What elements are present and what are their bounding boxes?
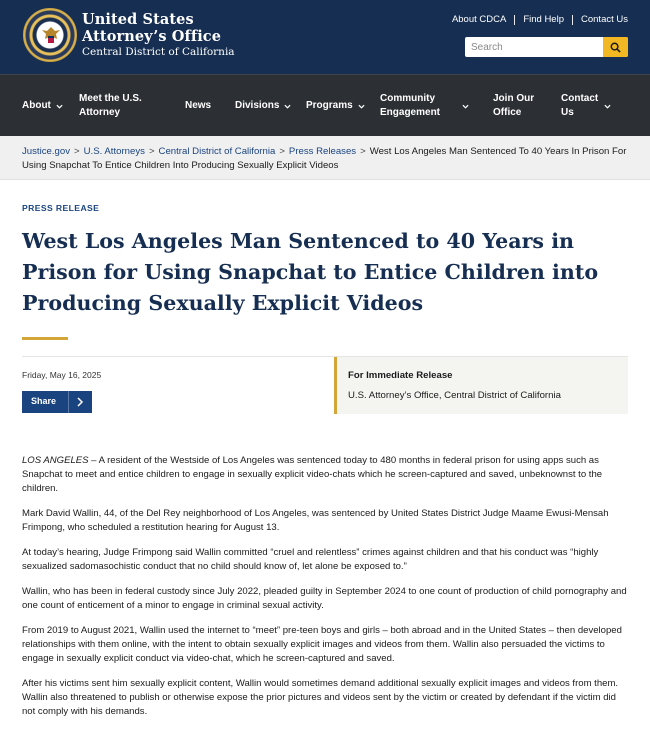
breadcrumb-separator: > xyxy=(360,146,366,157)
main-nav xyxy=(0,74,650,136)
chevron-down-icon xyxy=(358,103,365,110)
breadcrumb-item-central-district[interactable]: Central District of California xyxy=(158,146,276,157)
share-button-divider xyxy=(68,391,69,413)
link-divider xyxy=(514,15,515,25)
nav-item-meet-us-attorney[interactable] xyxy=(79,75,149,137)
share-button-label: Share xyxy=(31,396,57,406)
breadcrumb-separator: > xyxy=(279,146,285,157)
article-type-label: PRESS RELEASE xyxy=(22,203,100,213)
nav-item-community-engagement[interactable] xyxy=(380,75,475,137)
breadcrumb-separator: > xyxy=(148,146,155,157)
nav-item-label: Divisions xyxy=(235,100,280,111)
nav-item-programs[interactable] xyxy=(306,75,365,137)
chevron-right-icon xyxy=(75,396,85,408)
nav-item-contact-us[interactable] xyxy=(561,75,631,137)
brand-subtitle[interactable]: Central District of California xyxy=(82,46,235,58)
doj-seal-logo[interactable] xyxy=(23,8,77,62)
dateline: LOS ANGELES xyxy=(22,455,89,466)
breadcrumb-item-press-releases[interactable]: Press Releases xyxy=(288,146,357,157)
brand-title-line2[interactable]: Attorney’s Office xyxy=(82,28,222,45)
search-input[interactable] xyxy=(465,37,603,57)
page-title: West Los Angeles Man Sentenced to 40 Years in Prison for Using Snapchat to Entice Children into Producing Sexually Explicit Videos xyxy=(22,229,599,315)
paragraph xyxy=(22,454,630,496)
utility-links xyxy=(452,14,628,25)
title-accent-rule xyxy=(22,337,68,340)
paragraph: After his victims sent him sexually explicit content, Wallin would sometimes demand additional sexually explicit images and videos from them. Wallin also threatened to publish or otherwise expose the prior pictures and videos sent by the victim or created by defendant if the victim did not comply with his demands. xyxy=(22,678,619,717)
chevron-down-icon xyxy=(56,103,63,110)
paragraph: At today’s hearing, Judge Frimpong said Wallin committed “cruel and relentless” crimes against children and that his conduct was “highly sexualized sadomasochistic conduct that no child should know of, let alone be exposed to.” xyxy=(22,547,599,572)
search-icon xyxy=(610,42,621,53)
nav-item-label: Programs xyxy=(306,100,353,111)
breadcrumb-item-us-attorneys[interactable]: U.S. Attorneys xyxy=(83,146,145,157)
eagle-icon xyxy=(24,9,78,63)
chevron-down-icon xyxy=(604,103,611,110)
nav-item-label: Contact Us xyxy=(561,93,599,118)
nav-item-join-our-office[interactable] xyxy=(493,75,543,137)
chevron-down-icon xyxy=(462,103,469,110)
nav-item-label: About xyxy=(22,100,51,111)
paragraph: From 2019 to August 2021, Wallin used the internet to “meet” pre-teen boys and girls – both abroad and in the United States – then developed relationships with them online, with the intent to obtain sexually explicit images and videos from them. Wallin also persuaded the victims to engage in sexually explicit conduct via video-chat, which he screen-captured and saved. xyxy=(22,625,622,664)
paragraph: Wallin, who has been in federal custody since July 2022, pleaded guilty in September 2024 to one count of production of child pornography and one count of enticement of a minor to engage in criminal sexual activity. xyxy=(22,586,627,611)
publish-date: Friday, May 16, 2025 xyxy=(22,370,102,380)
nav-item-news[interactable] xyxy=(185,75,211,137)
release-heading: For Immediate Release xyxy=(348,370,453,381)
about-cdca-link[interactable]: About CDCA xyxy=(451,14,507,25)
site-header xyxy=(0,0,650,74)
nav-item-about[interactable] xyxy=(22,75,63,137)
release-info-box xyxy=(334,357,628,414)
search-button[interactable] xyxy=(603,37,628,57)
link-divider xyxy=(572,15,573,25)
search-box xyxy=(465,37,628,57)
find-help-link[interactable]: Find Help xyxy=(523,14,564,25)
nav-item-label: News xyxy=(185,100,212,111)
paragraph-text: – A resident of the Westside of Los Angeles was sentenced today to 480 months in federal prison for using apps such as Snapchat to meet and entice children to engage in sexually explicit video-chats which he screen-captured and saved, unbeknownst to the children. xyxy=(22,455,603,494)
release-office: U.S. Attorney’s Office, Central District of California xyxy=(348,390,561,401)
brand-title-line1[interactable]: United States xyxy=(82,11,194,28)
breadcrumb-trail xyxy=(22,145,630,173)
breadcrumb-item-justice-gov[interactable]: Justice.gov xyxy=(22,146,70,157)
contact-us-link[interactable]: Contact Us xyxy=(581,14,628,25)
article-body xyxy=(22,454,630,730)
breadcrumb xyxy=(0,136,650,180)
paragraph: Mark David Wallin, 44, of the Del Rey neighborhood of Los Angeles, was sentenced by United States District Judge Maame Ewusi-Mensah Frimpong, who scheduled a restitution hearing for August 13. xyxy=(22,508,609,533)
nav-item-label: Community Engagement xyxy=(380,93,441,118)
nav-item-divisions[interactable] xyxy=(235,75,291,137)
chevron-down-icon xyxy=(284,103,291,110)
breadcrumb-current: West Los Angeles Man Sentenced To 40 Years In Prison For Using Snapchat To Entice Children Into Producing Sexually Explicit Videos xyxy=(22,146,627,171)
breadcrumb-separator: > xyxy=(74,146,80,157)
share-button[interactable] xyxy=(22,391,92,413)
nav-item-label: Meet the U.S. Attorney xyxy=(79,93,142,118)
nav-item-label: Join Our Office xyxy=(493,93,535,118)
